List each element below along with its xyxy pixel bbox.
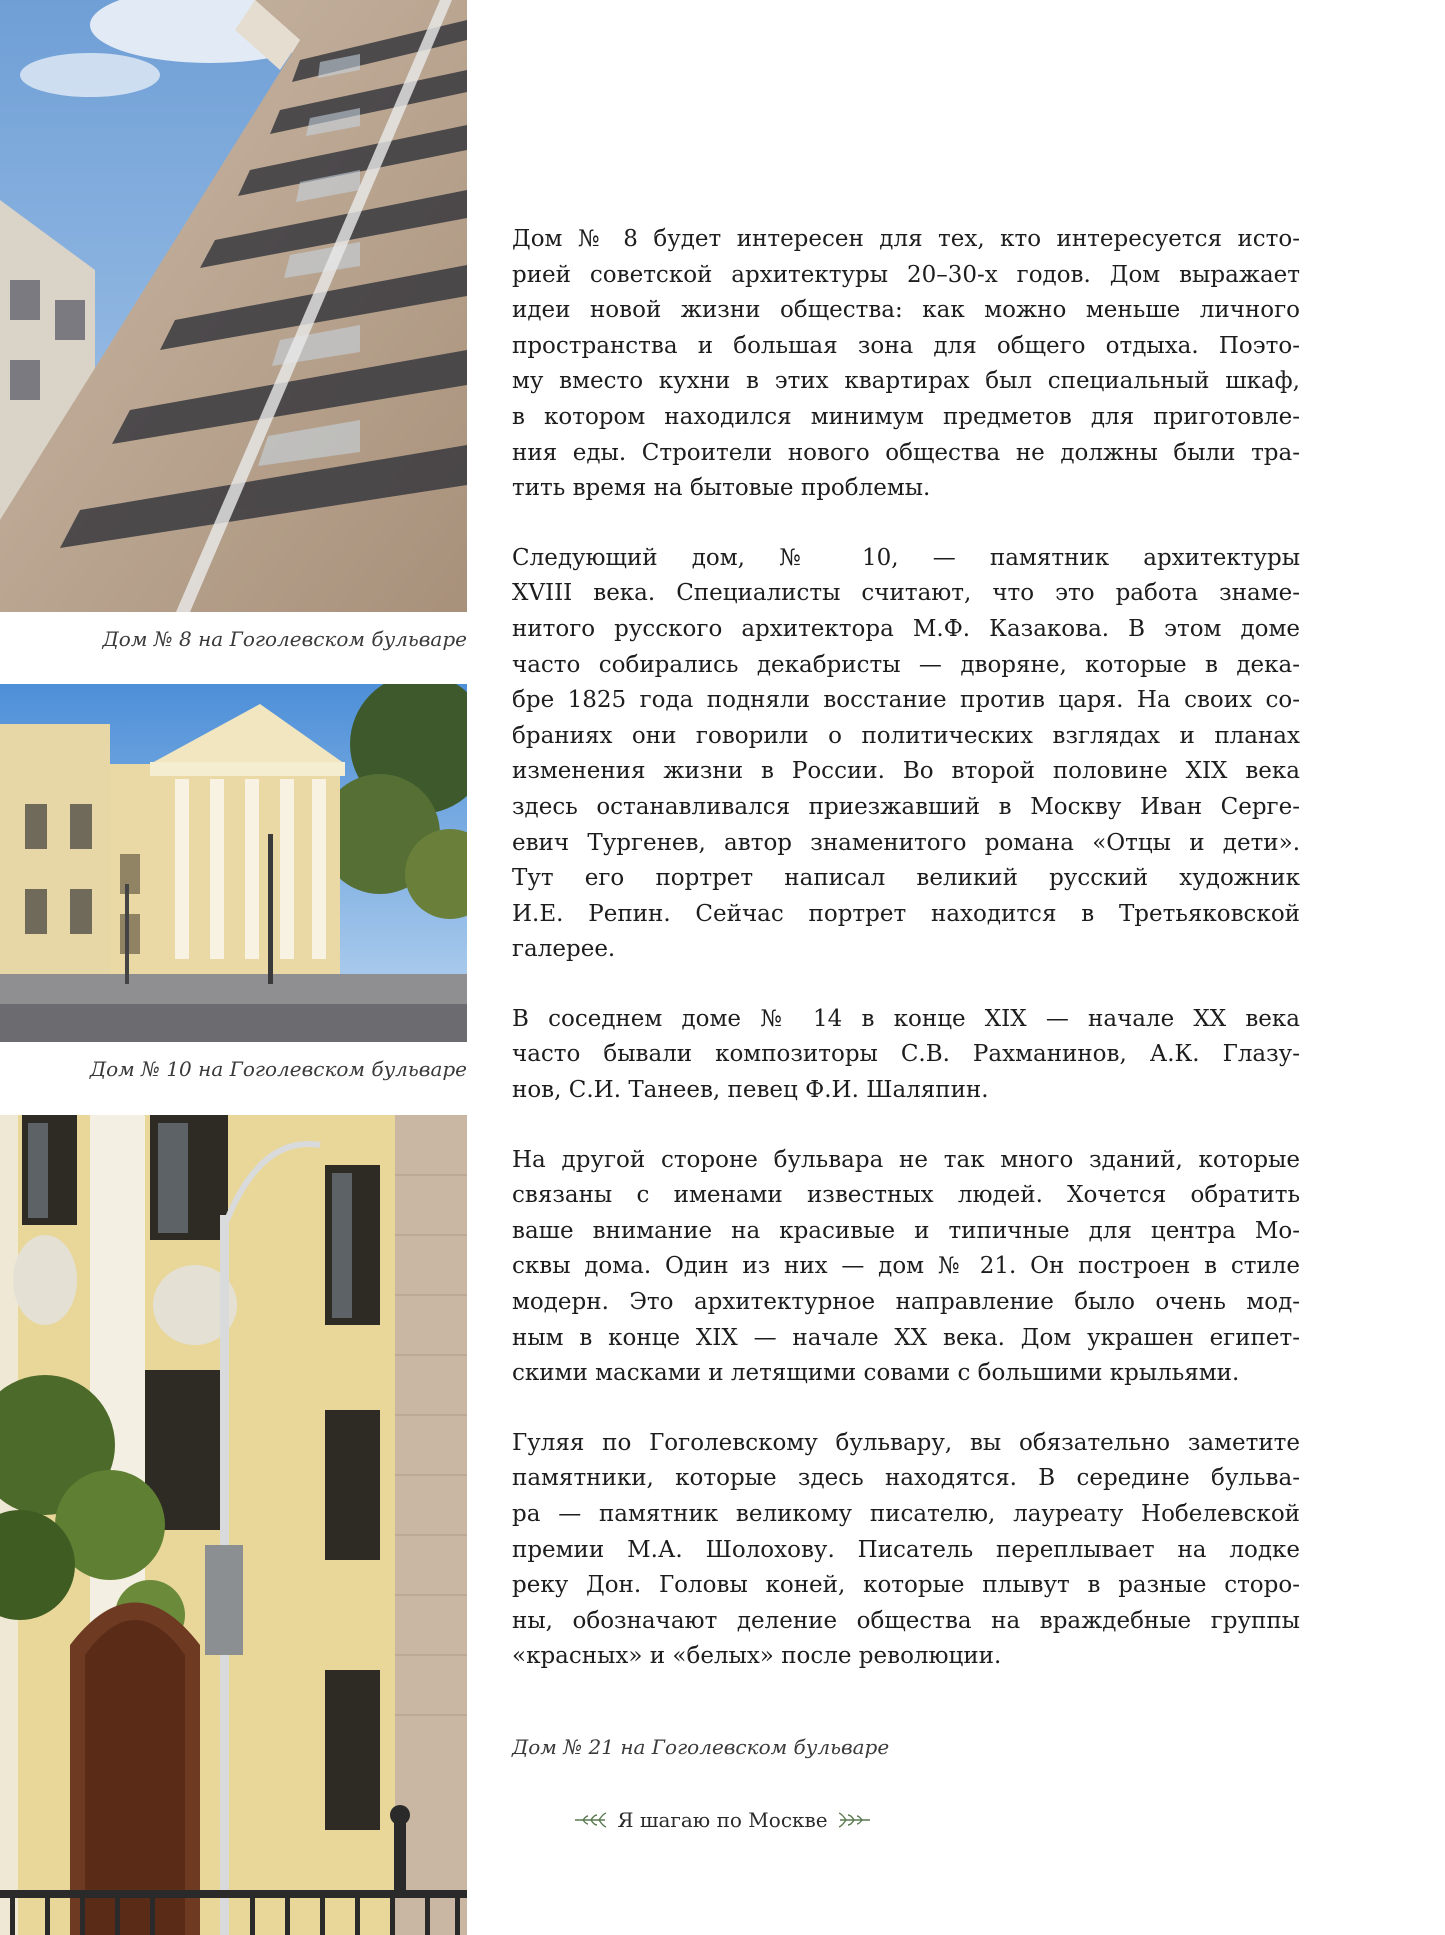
text-line: Тут его портрет написал великий русский художник (512, 865, 1300, 892)
photo-house-8 (0, 0, 467, 612)
text-line: На другой стороне бульвара не так много зданий, которые (512, 1146, 1300, 1173)
text-line: идеи новой жизни общества: как можно меньше личного (512, 297, 1300, 324)
text-line: в котором находился минимум предметов для приготовле- (512, 403, 1300, 430)
text-line: ра — памятник великому писателю, лауреату Нобелевской (512, 1501, 1300, 1527)
text-line: нов, С.И. Танеев, певец Ф.И. Шаляпин. (512, 1077, 989, 1104)
text-line: пространства и большая зона для общего отдыха. Поэто- (512, 332, 1300, 359)
text-line: бре 1825 года подняли восстание против царя. На своих со- (512, 687, 1300, 714)
text-line: часто собирались декабристы — дворяне, которые в дека- (512, 651, 1300, 678)
text-line: ваше внимание на красивые и типичные для центра Мо- (512, 1217, 1300, 1244)
text-line: XVIII века. Специалисты считают, что это работа знаме- (512, 580, 1300, 607)
text-line: изменения жизни в России. Во второй половине XIX века (512, 758, 1300, 785)
photo-caption: Дом № 8 на Гоголевском бульваре (102, 627, 467, 651)
photo-caption: Дом № 10 на Гоголевском бульваре (89, 1057, 467, 1081)
floral-ornament-icon (573, 1811, 607, 1829)
text-line: ны, обозначают деление общества на враждебные группы (512, 1607, 1300, 1634)
photo-house-10 (0, 684, 467, 1042)
text-line: тить время на бытовые проблемы. (512, 475, 931, 502)
text-line: галерее. (512, 936, 616, 963)
book-title: Я шагаю по Москве (617, 1808, 828, 1832)
article-paragraph (512, 1002, 1300, 1109)
text-line: му вместо кухни в этих квартирах был специальный шкаф, (512, 368, 1300, 395)
floral-ornament-icon (838, 1811, 872, 1829)
text-line: памятники, которые здесь находятся. В середине бульва- (512, 1465, 1300, 1492)
article-paragraph (512, 1143, 1300, 1392)
text-line: часто бывали композиторы С.В. Рахманинов, А.К. Глазу- (512, 1041, 1300, 1068)
text-line: И.Е. Репин. Сейчас портрет находится в Третьяковской (512, 900, 1300, 927)
article-body (512, 222, 1300, 1675)
text-line: браниях они говорили о политических взглядах и планах (512, 722, 1300, 749)
article-paragraph (512, 1426, 1300, 1675)
text-line: Следующий дом, № 10, — памятник архитектуры (512, 544, 1300, 571)
text-line: реку Дон. Головы коней, которые плывут в разные сторо- (512, 1572, 1300, 1599)
text-line: скими масками и летящими совами с большими крыльями. (512, 1360, 1240, 1387)
page-footer (0, 1808, 1445, 1832)
text-line: «красных» и «белых» после революции. (512, 1643, 1002, 1670)
text-line: Дом № 8 будет интересен для тех, кто интересуется исто- (512, 226, 1300, 252)
text-line: ния еды. Строители нового общества не должны были тра- (512, 439, 1300, 466)
text-line: В соседнем доме № 14 в конце XIX — начале XX века (512, 1005, 1300, 1032)
text-line: евич Тургенев, автор знаменитого романа «Отцы и дети». (512, 829, 1300, 856)
text-line: ным в конце XIX — начале XX века. Дом украшен египет- (512, 1324, 1300, 1351)
text-line: рией советской архитектуры 20–30-х годов. Дом выражает (512, 261, 1300, 288)
photo-caption: Дом № 21 на Гоголевском бульваре (512, 1735, 890, 1759)
text-line: Гуляя по Гоголевскому бульвару, вы обязательно заметите (512, 1429, 1300, 1456)
text-line: нитого русского архитектора М.Ф. Казакова. В этом доме (512, 615, 1300, 642)
text-line: модерн. Это архитектурное направление было очень мод- (512, 1289, 1300, 1316)
article-paragraph (512, 222, 1300, 507)
text-line: связаны с именами известных людей. Хочется обратить (512, 1182, 1300, 1209)
text-line: премии М.А. Шолохову. Писатель переплывает на лодке (512, 1536, 1300, 1563)
article-paragraph (512, 541, 1300, 968)
text-line: здесь останавливался приезжавший в Москву Иван Серге- (512, 793, 1300, 820)
text-line: сквы дома. Один из них — дом № 21. Он построен в стиле (512, 1253, 1300, 1280)
